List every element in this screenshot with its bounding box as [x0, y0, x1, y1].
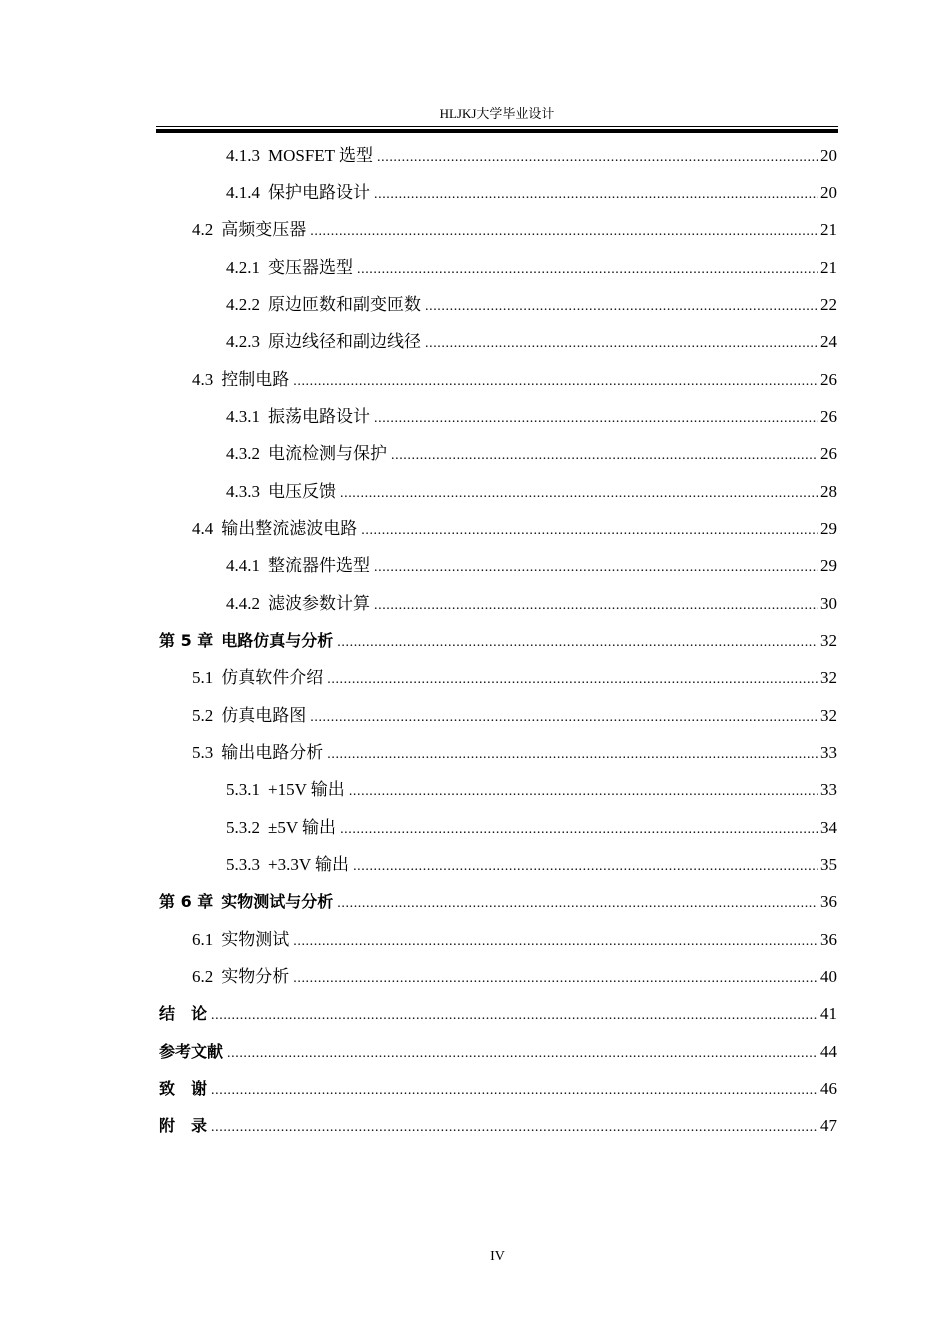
toc-entry[interactable]: [159, 889, 837, 913]
toc-entry-page-number: 20: [820, 146, 837, 165]
toc-entry[interactable]: [226, 329, 837, 353]
toc-entry-page-number: 34: [820, 818, 837, 837]
toc-entry-number: 4.3.1: [226, 407, 260, 426]
toc-entry-page-number: 46: [820, 1079, 837, 1098]
toc-entry-title: 仿真电路图: [221, 706, 307, 725]
toc-entry[interactable]: [192, 927, 837, 951]
toc-entry-page-number: 32: [820, 668, 837, 687]
toc-dot-leader: [327, 742, 818, 764]
header-rule-thin: [156, 126, 838, 127]
toc-entry[interactable]: [226, 255, 837, 279]
toc-entry-number: 5.1: [192, 668, 214, 687]
toc-entry-page-number: 21: [820, 258, 837, 277]
toc-entry-title: 变压器选型: [268, 258, 353, 277]
toc-entry[interactable]: [226, 180, 837, 204]
toc-entry-number: 4.1.4: [226, 183, 260, 202]
page-header-title: HLJKJ大学毕业设计: [439, 106, 555, 121]
toc-entry-number: 6.2: [192, 967, 214, 986]
toc-entry[interactable]: [226, 815, 837, 839]
toc-entry-number: 5.3: [192, 743, 214, 762]
toc-entry-page-number: 26: [820, 444, 837, 463]
toc-entry-title: 电路仿真与分析: [221, 631, 334, 650]
toc-entry-number: 4.3: [192, 370, 214, 389]
toc-entry-title: 致 谢: [159, 1079, 208, 1098]
toc-dot-leader: [227, 1041, 818, 1063]
toc-dot-leader: [425, 331, 818, 353]
toc-entry[interactable]: [159, 1039, 837, 1063]
toc-entry[interactable]: [159, 1001, 837, 1025]
toc-entry[interactable]: [159, 1113, 837, 1137]
toc-dot-leader: [374, 406, 818, 428]
toc-entry-page-number: 30: [820, 594, 837, 613]
toc-entry-title: 滤波参数计算: [268, 594, 370, 613]
toc-entry[interactable]: [226, 143, 837, 167]
toc-entry-page-number: 20: [820, 183, 837, 202]
toc-dot-leader: [353, 854, 818, 876]
toc-entry-title: 整流器件选型: [268, 556, 370, 575]
toc-dot-leader: [374, 593, 818, 615]
toc-entry-title: 高频变压器: [221, 220, 307, 239]
toc-dot-leader: [327, 667, 818, 689]
toc-entry-page-number: 40: [820, 967, 837, 986]
toc-dot-leader: [361, 518, 818, 540]
toc-entry-title: 实物测试与分析: [221, 892, 334, 911]
toc-entry[interactable]: [226, 292, 837, 316]
toc-entry[interactable]: [159, 628, 837, 652]
toc-entry-page-number: 33: [820, 743, 837, 762]
toc-entry[interactable]: [192, 740, 837, 764]
toc-entry[interactable]: [192, 703, 837, 727]
toc-entry-title: +3.3V 输出: [268, 855, 350, 874]
toc-dot-leader: [211, 1003, 818, 1025]
toc-entry-number: 第 6 章: [159, 892, 214, 911]
toc-entry-page-number: 29: [820, 519, 837, 538]
toc-entry-title: 输出电路分析: [221, 743, 324, 762]
toc-entry-page-number: 29: [820, 556, 837, 575]
toc-entry-number: 4.2.1: [226, 258, 260, 277]
toc-entry[interactable]: [159, 1076, 837, 1100]
toc-entry[interactable]: [226, 479, 837, 503]
toc-entry-number: 4.2.2: [226, 295, 260, 314]
toc-entry-page-number: 47: [820, 1116, 837, 1135]
toc-entry-title: ±5V 输出: [268, 818, 337, 837]
toc-dot-leader: [293, 966, 818, 988]
toc-entry-number: 4.2: [192, 220, 214, 239]
toc-dot-leader: [374, 555, 818, 577]
toc-dot-leader: [211, 1078, 818, 1100]
toc-dot-leader: [310, 219, 818, 241]
toc-entry-page-number: 21: [820, 220, 837, 239]
toc-dot-leader: [357, 257, 818, 279]
toc-entry-number: 4.4.2: [226, 594, 260, 613]
toc-entry-page-number: 22: [820, 295, 837, 314]
toc-entry-title: 实物分析: [221, 967, 290, 986]
toc-entry-page-number: 35: [820, 855, 837, 874]
toc-entry-number: 4.3.2: [226, 444, 260, 463]
toc-entry-number: 5.3.2: [226, 818, 260, 837]
toc-entry[interactable]: [226, 591, 837, 615]
toc-entry[interactable]: [226, 852, 837, 876]
toc-dot-leader: [337, 891, 818, 913]
toc-entry[interactable]: [192, 217, 837, 241]
toc-entry-title: 电压反馈: [268, 482, 336, 501]
toc-dot-leader: [377, 145, 818, 167]
toc-dot-leader: [425, 294, 818, 316]
toc-entry-number: 6.1: [192, 930, 214, 949]
toc-entry-number: 4.2.3: [226, 332, 260, 351]
toc-entry-title: 实物测试: [221, 930, 290, 949]
toc-entry-title: 输出整流滤波电路: [221, 519, 358, 538]
toc-entry-title: +15V 输出: [268, 780, 345, 799]
toc-entry-page-number: 32: [820, 631, 837, 650]
toc-entry-title: 结 论: [159, 1004, 208, 1023]
toc-entry-title: 原边线径和副边线径: [268, 332, 421, 351]
toc-entry-page-number: 41: [820, 1004, 837, 1023]
toc-entry-page-number: 26: [820, 370, 837, 389]
toc-entry-title: 控制电路: [221, 370, 290, 389]
toc-entry[interactable]: [226, 404, 837, 428]
toc-entry-title: MOSFET 选型: [268, 146, 374, 165]
toc-entry-title: 参考文献: [159, 1042, 224, 1061]
page-number-footer: IV: [490, 1249, 505, 1264]
toc-entry-title: 仿真软件介绍: [221, 668, 324, 687]
header-rule-thick: [156, 129, 838, 133]
toc-entry-page-number: 24: [820, 332, 837, 351]
toc-entry-page-number: 36: [820, 892, 837, 911]
toc-entry-page-number: 33: [820, 780, 837, 799]
toc-dot-leader: [337, 630, 818, 652]
toc-entry[interactable]: [192, 367, 837, 391]
toc-dot-leader: [293, 369, 818, 391]
toc-entry-page-number: 28: [820, 482, 837, 501]
toc-entry[interactable]: [226, 777, 837, 801]
toc-entry-number: 5.3.1: [226, 780, 260, 799]
toc-entry-page-number: 32: [820, 706, 837, 725]
toc-entry-number: 4.3.3: [226, 482, 260, 501]
toc-entry-number: 4.4: [192, 519, 214, 538]
toc-entry-page-number: 36: [820, 930, 837, 949]
toc-entry-title: 附 录: [159, 1116, 208, 1135]
toc-entry-number: 第 5 章: [159, 631, 214, 650]
toc-dot-leader: [349, 779, 818, 801]
toc-entry-title: 振荡电路设计: [268, 407, 370, 426]
toc-entry[interactable]: [192, 516, 837, 540]
toc-entry-page-number: 26: [820, 407, 837, 426]
toc-entry-number: 5.2: [192, 706, 214, 725]
toc-entry-title: 原边匝数和副变匝数: [268, 295, 421, 314]
toc-entry-number: 5.3.3: [226, 855, 260, 874]
toc-dot-leader: [374, 182, 818, 204]
toc-entry[interactable]: [226, 441, 837, 465]
toc-dot-leader: [293, 929, 818, 951]
toc-dot-leader: [340, 817, 818, 839]
toc-entry-title: 保护电路设计: [268, 183, 370, 202]
toc-entry[interactable]: [192, 665, 837, 689]
toc-entry-title: 电流检测与保护: [268, 444, 387, 463]
toc-dot-leader: [340, 481, 818, 503]
toc-entry[interactable]: [226, 553, 837, 577]
toc-entry[interactable]: [192, 964, 837, 988]
toc-entry-number: 4.1.3: [226, 146, 260, 165]
toc-entry-page-number: 44: [820, 1042, 837, 1061]
toc-dot-leader: [391, 443, 818, 465]
toc-dot-leader: [211, 1115, 818, 1137]
toc-dot-leader: [310, 705, 818, 727]
toc-entry-number: 4.4.1: [226, 556, 260, 575]
